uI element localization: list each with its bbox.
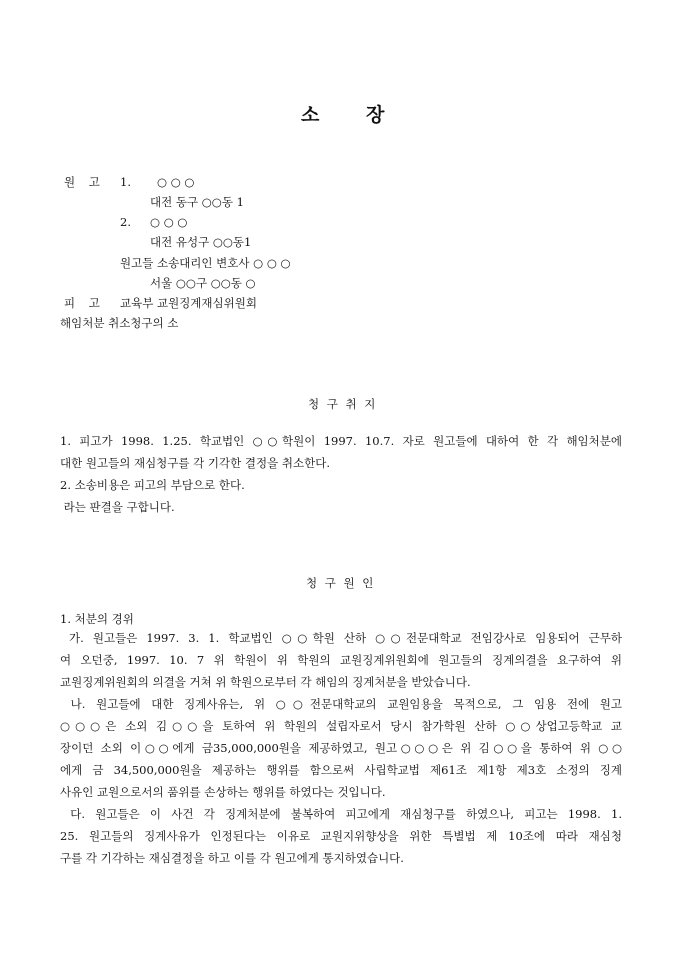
claim-reason-line: ○○○은 소외 김○○을 토하여 위 학원의 설립자로서 당시 참가학원 산하 ○○상업고등학교 교 xyxy=(60,719,622,733)
claim-purpose-body xyxy=(60,430,622,518)
claim-reason-line: 나. 원고들에 대한 징계사유는, 위 ○○전문대학교의 교원임용을 목적으로, 그 임용 전에 원고 xyxy=(60,697,622,711)
claim-reason-line: 사유인 교원으로서의 품위를 손상하는 행위를 하였다는 것입니다. xyxy=(60,785,386,799)
plaintiff-label: 원 고 xyxy=(64,175,100,189)
claim-reason-body xyxy=(60,627,622,869)
claim-purpose-line: 1. 피고가 1998. 1.25. 학교법인 ○○학원이 1997. 10.7. 자로 원고들에 대하여 한 각 해임처분에 xyxy=(60,434,622,448)
defendant-name: 교육부 교원징계재심위원회 xyxy=(120,296,257,310)
claim-purpose-heading: 청 구 취 지 xyxy=(308,397,378,411)
claim-reason-line: 구를 각 기각하는 재심결정을 하고 이를 각 원고에게 통지하였습니다. xyxy=(60,851,404,865)
plaintiff-1-address: 대전 동구 ○○동 1 xyxy=(150,195,244,209)
case-name: 해임처분 취소청구의 소 xyxy=(60,316,179,330)
claim-reason-line: 교원징계위원회의 의결을 거쳐 위 학원으로부터 각 해임의 징계처분을 받았습니다. xyxy=(60,675,471,689)
claim-reason-line: 다. 원고들은 이 사건 각 징계처분에 불복하여 피고에게 재심청구를 하였으나, 피고는 1998. 1. xyxy=(60,807,622,821)
claim-reason-line: 에게 금 34,500,000원을 제공하는 행위를 함으로써 사립학교법 제61조 제1항 제3호 소정의 징계 xyxy=(60,763,622,777)
section-heading-disposition: 1. 처분의 경위 xyxy=(60,612,134,626)
defendant-label: 피 고 xyxy=(64,296,100,310)
plaintiff-2-number: 2. xyxy=(120,215,131,229)
attorney-line: 원고들 소송대리인 변호사 ○ ○ ○ xyxy=(120,256,291,270)
plaintiff-2-name: ○ ○ ○ xyxy=(150,215,188,229)
document-title-left: 소 xyxy=(301,104,320,126)
claim-purpose-line: 라는 판결을 구합니다. xyxy=(60,500,175,514)
claim-reason-heading: 청 구 원 인 xyxy=(306,576,376,590)
claim-purpose-line: 대한 원고들의 재심청구를 각 기각한 결정을 취소한다. xyxy=(60,456,330,470)
attorney-address: 서울 ○○구 ○○동 ○ xyxy=(150,276,256,290)
claim-reason-line: 가. 원고들은 1997. 3. 1. 학교법인 ○○학원 산하 ○○전문대학교 전임강사로 임용되어 근무하 xyxy=(60,631,622,645)
plaintiff-2-address: 대전 유성구 ○○동1 xyxy=(150,235,252,249)
claim-purpose-line: 2. 소송비용은 피고의 부담으로 한다. xyxy=(60,478,245,492)
claim-reason-line: 25. 원고들의 징계사유가 인정된다는 이유로 교원지위향상을 위한 특별법 제 10조에 따라 재심청 xyxy=(60,829,622,843)
claim-reason-line: 장이던 소외 이○○에게 금35,000,000원을 제공하였고, 원고○○○은 위 김○○을 통하여 위 ○○ xyxy=(60,741,622,755)
document-title-right: 장 xyxy=(366,104,385,126)
plaintiff-1-name: ○ ○ ○ xyxy=(157,175,195,189)
claim-reason-line: 여 오던중, 1997. 10. 7 위 학원이 위 학원의 교원징계위원회에 원고들의 징계의결을 요구하여 위 xyxy=(60,653,622,667)
plaintiff-1-number: 1. xyxy=(120,175,131,189)
